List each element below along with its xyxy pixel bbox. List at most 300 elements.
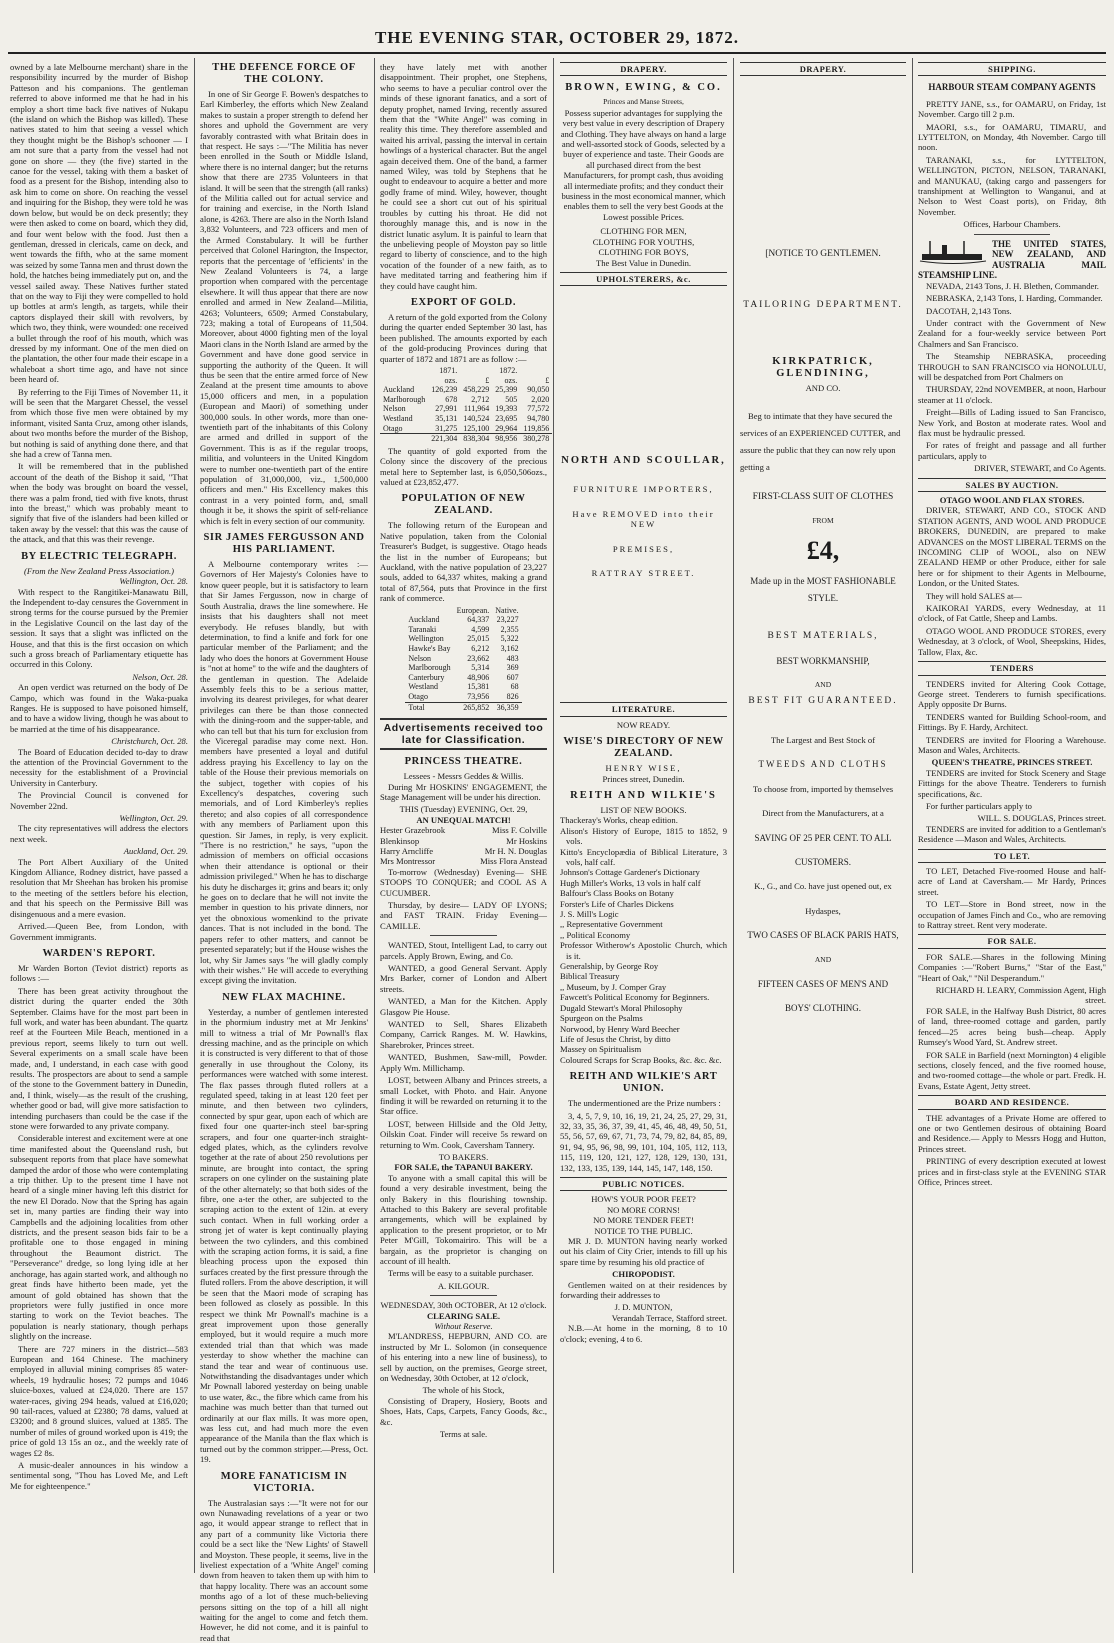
tender-notice: TENDERS invited for Altering Cook Cottage, George street. Tenderers to furnish specifications. Apply opposite Dr Burns. (918, 678, 1106, 710)
cast-list (380, 825, 547, 867)
ad-text: OTAGO WOOL AND PRODUCE STORES, every Wednesday, at 3 o'clock, of Wool, Sheepskins, Hides, Tallow, Flax, &c. (918, 625, 1106, 657)
column-divider (912, 58, 913, 1573)
table-cell (380, 376, 428, 386)
book-item: Balfour's Class Books on Botany (560, 888, 674, 899)
ad-text: DRIVER, STEWART, and Co Agents. (974, 463, 1106, 474)
ad-title: TO BAKERS. (438, 1151, 489, 1162)
book-item: Life of Jesus the Christ, by ditto (560, 1033, 671, 1044)
ad-title: QUEEN'S THEATRE, PRINCES STREET. (931, 757, 1093, 768)
table-cell: 23,662 (467, 653, 490, 663)
section-heading: NEW FLAX MACHINE. (222, 991, 346, 1003)
table-header (380, 366, 552, 376)
ad-text: To choose from, imported by themselves (752, 783, 894, 794)
telegram-text: The city representatives will address the electors next week. (10, 823, 188, 844)
classified-ad: WANTED, Stout, Intelligent Lad, to carry out parcels. Apply Brown, Ewing, and Co. (380, 940, 547, 961)
article-text: A Melbourne contemporary writes :— Governors of Her Majesty's Colonies have to know queer people, but it is satisfactory to learn that Sir James Fergusson, now in charge of South Australia, draws the line somewhere. He insists that his daughters shall not meet everybody. He refuses blandly, but with determination, to find a knife and fork for one particular member of the Parliament; and the lady who does the honors at Government House is "not at home" to the wife and the daughters of the gentleman in question. The Adelaide Assembly feels this to be a serious matter, involving its dearest privileges, for what dearer privileges can there be than those connected with the dining-room and the supper-table, and who can tell but that his turn for exclusion from the Viceregal paradise may come next. Hon. members have presented a loyal and dutiful address praying his Excellency to lay on the table of the House their previous memorials on the subject, together with copies of his Excellency's despatches, covering such memorials, and of Lord Kimberley's replies thereto; and also copies of all correspondence with any members of Parliament upon this question. Sir James, in reply, is very explicit. "There is no restriction," he says, "upon the admission of members on official occasions when their attendance is optional or their admission privileged." When he has to discharge his duty he discharges it; grins and bears it; only he goes on to declare that he will not invite the member in question to his private dinners, nor yet the obnoxious womenkind to the private dances. That is not included in the bond. The papers refer to other matters, and cannot be presented separately; but if the House wishes the lot, why Sir James says "he will gladly comply with their wishes." He will accede to everything except giving the invitation. (200, 559, 368, 986)
table-cell: 73,956 (467, 691, 490, 701)
column-1 (10, 62, 188, 1572)
telegram-text: The Board of Education decided to-day to draw the attention of the Provincial Government to the necessity for the establishment of a Provincial University in Canterbury. (10, 746, 188, 788)
ad-text: N.B.—At home in the morning, 8 to 10 o'clock; evening, 4 to 6. (560, 1323, 727, 1344)
divider (430, 935, 497, 936)
section-heading: EXPORT OF GOLD. (410, 296, 517, 308)
ad-title: REITH AND WILKIE'S (570, 789, 717, 801)
article-text: Considerable interest and excitement were at one time manifested about the Queensland rush, but subsequent reports from that place have somewhat damped the ardor of those who were contemplating a trip thither. Up to the present time I have not heard of a single miner having left this district for the new El Dorado. Now that the Spring has again set in, many parties are finding their way into Campbells and the adjoining localities from other districts, and the present season bids fair to be a profitable one to those engaged in mining throughout the Beaumont district. The "Perseverance" dredge, so long lying idle at her anchorage, has again started work, and although no great finds have hitherto been made, yet the amount of gold obtained has shown that the proprietors were fully justified in once more starting to work on the Teviot beaches. The population is nearly stationary, though perhaps slightly on the increase. (10, 1133, 188, 1342)
book-item: Forster's Life of Charles Dickens (560, 898, 674, 909)
ad-text: To-morrow (Wednesday) Evening— SHE STOOPS TO CONQUER; and COOL AS A CUCUMBER. (380, 866, 547, 898)
table-cell: 77,572 (527, 404, 550, 414)
shipping-notice: PRETTY JANE, s.s., for OAMARU, on Friday, 1st November. Cargo till 2 p.m. (918, 98, 1106, 120)
ad-text: Verandah Terrace, Stafford street. (611, 1312, 727, 1323)
table-cell: 369 (506, 663, 519, 673)
table-cell: 265,852 (454, 702, 493, 712)
ad-title: OTAGO WOOL AND FLAX STORES. (939, 495, 1085, 505)
ad-text: A. KILGOUR. (437, 1280, 490, 1291)
ad-text: [NOTICE TO GENTLEMEN. (765, 249, 881, 260)
table-cell: 27,991 (435, 404, 458, 414)
section-subheading: (From the New Zealand Press Association.) (23, 565, 175, 576)
ad-text: The whole of his Stock, (422, 1385, 505, 1396)
ad-text: STYLE. (807, 592, 839, 603)
table-cell: 221,304 (428, 434, 460, 444)
ad-text: M'LANDRESS, HEPBURN, AND CO. are instructed by Mr L. Solomon (in consequence of his entering into a new line of business), to sell by auction, on the premises, George street, on Wednesday, 30th October, at 12 o'clock, (380, 1331, 547, 1384)
table-cell: Marlborough (408, 663, 451, 673)
ad-text: The undermentioned are the Prize numbers : (568, 1098, 721, 1109)
table-row (405, 663, 521, 673)
ad-title: NORTH AND SCOULLAR, (561, 455, 726, 467)
table-row (405, 682, 521, 692)
dateline: Auckland, Oct. 29. (123, 846, 188, 857)
table-cell: 31,275 (435, 423, 458, 433)
ad-text: FIRST-CLASS SUIT OF CLOTHES (752, 491, 894, 502)
ad-text: TWO CASES OF BLACK PARIS HATS, (747, 930, 899, 941)
masthead-rule (8, 52, 1106, 54)
column-6 (918, 62, 1106, 1572)
table-cell: Westland (383, 413, 413, 423)
ad-text: NEVADA, 2143 Tons, J. H. Blethen, Commander. (926, 280, 1099, 291)
table-cell (520, 366, 552, 376)
section-header: FOR SALE. (918, 934, 1106, 948)
section-header: TO LET. (918, 849, 1106, 863)
table-cell: 111,964 (463, 404, 490, 414)
table-cell (405, 606, 453, 616)
classified-ad: WANTED, a good General Servant. Apply Mrs Barker, corner of London and Albert streets. (380, 963, 547, 994)
section-heading: BY ELECTRIC TELEGRAPH. (21, 550, 177, 562)
ad-text: Princes street, Dunedin. (602, 773, 685, 784)
table-cell: Wellington (408, 634, 444, 644)
table-cell: 35,131 (435, 413, 458, 423)
table-cell: 64,337 (467, 615, 490, 625)
ad-title: KIRKPATRICK, GLENDINING, (772, 356, 874, 380)
table-cell: 2,020 (531, 394, 550, 404)
divider (430, 1295, 497, 1296)
section-header: DRAPERY. (560, 62, 727, 76)
divider (974, 234, 1049, 235)
ad-text: Terms at sale. (439, 1429, 488, 1440)
table-cell: 25,399 (495, 385, 518, 395)
to-let-notice: TO LET—Store in Bond street, now in the occupation of James Finch and Co., who are removing to Rattray street. Rent very moderate. (918, 899, 1106, 931)
classified-ad: WANTED to Sell, Shares Elizabeth Company, Carrick Ranges. M. W. Hawkins, Sharebroker, Princes street. (380, 1019, 547, 1050)
table-cell: 23,695 (495, 413, 518, 423)
table-cell: Otago (408, 691, 428, 701)
ad-text: NO MORE CORNS! (606, 1204, 681, 1215)
for-sale-notice: FOR SALE.—Shares in the following Mining Companies :—"Robert Burns," "Star of the East," "Heart of Oak," "Nil Desperandum." (918, 951, 1106, 983)
section-heading: MORE FANATICISM IN VICTORIA. (220, 1470, 348, 1494)
column-3 (380, 62, 550, 1572)
cast-role: Hester Grazebrook (380, 825, 446, 836)
article-text: It will be remembered that in the published account of the death of the Bishop it said, "That when the body was brought on board the vessel, there was a palm frond, tied with five knots, thrust into the breast," which was probably meant to signify that five of the islanders had been killed or taken away by the vessel: that this was the cause of the attack, and that this was their revenge. (10, 461, 188, 545)
cast-row (380, 846, 547, 856)
section-heading: POPULATION OF NEW ZEALAND. (401, 493, 526, 517)
table-total-row (405, 702, 521, 712)
section-header: TENDERS (918, 661, 1106, 675)
book-item: Alison's History of Europe, 1815 to 1852, 9 vols. (560, 825, 727, 847)
classified-ad: WANTED, Bushmen, Saw-mill, Powder. Apply Wm. Millichamp. (380, 1052, 547, 1073)
ad-text: CLOTHING FOR BOYS, (598, 247, 689, 258)
ad-text: The Best Value in Dunedin. (595, 257, 692, 268)
table-cell: 3,162 (500, 643, 519, 653)
ad-text: BEST MATERIALS, (767, 631, 879, 642)
board-notice: THE advantages of a Private Home are offered to one or two Gentlemen desirous of obtaining Board and Residence.— Apply to Messrs Hogg and Hutton, Princes street. (918, 1112, 1106, 1154)
classified-ad: LOST, between Hillside and the Old Jetty, Oilskin Coat. Finder will receive 5s reward on returning to Wm. Cook, Caversham Tannery. (380, 1118, 547, 1150)
book-item: Professor Witherow's Apostolic Church, which is it. (560, 940, 727, 961)
book-item: Fawcett's Political Economy for Beginners. (560, 992, 710, 1003)
book-item: ,, Museum, by J. Comper Gray (560, 981, 667, 992)
ad-text: Terms will be easy to a suitable purchaser. (388, 1268, 534, 1279)
table-cell: 98,956 (492, 434, 520, 444)
ad-text: BEST WORKMANSHIP, (776, 655, 870, 666)
table-cell: Total (405, 702, 453, 712)
tender-notice: TENDERS are invited for addition to a Gentleman's Residence —Mason and Wales, Architects. (918, 823, 1106, 845)
ad-text: AND CO. (805, 383, 841, 394)
table-cell: 483 (506, 653, 519, 663)
section-header: LITERATURE. (560, 702, 727, 716)
ad-text: For rates of freight and passage and all further particulars, apply to (918, 440, 1106, 461)
cast-actor: Mr Hoskins (506, 835, 547, 846)
classified-ad: LOST, between Albany and Princes streets, a small Locket, with Photo. and Hair. Anyone finding it will be rewarded on returning it to the Star office. (380, 1075, 547, 1117)
ad-text: SAVING OF 25 PER CENT. TO ALL (754, 832, 892, 843)
table-cell: 29,964 (495, 423, 518, 433)
ad-text: 3, 4, 5, 7, 9, 10, 16, 19, 21, 24, 25, 27, 29, 31, 32, 33, 35, 36, 37, 39, 41, 45, 46, 48, 49, 50, 51, 55, 56, 57, 69, 67, 71, 73, 74, 79, 82, 84, 85, 89, 91, 94, 95, 96, 98, 99, 101, 104, 105, 112, 113, 115, 119, 120, 121, 127, 128, 129, 130, 131, 132, 133, 135, 139, 144, 145, 147, 148, 150. (560, 1110, 727, 1173)
ad-text: Made up in the MOST FASHIONABLE (750, 576, 896, 587)
dateline: Nelson, Oct. 28. (132, 671, 188, 682)
printing-notice: PRINTING of every description executed at lowest prices and in first-class style at the EVENING STAR Office, Princes street. (918, 1156, 1106, 1187)
table-cell: 5,314 (471, 663, 490, 673)
ad-title: THE UNITED STATES, NEW ZEALAND, AND AUSTRALIA MAIL STEAMSHIP LINE. (918, 238, 1106, 281)
table-cell: Auckland (408, 615, 440, 625)
table-cell (380, 434, 428, 444)
column-divider (194, 58, 195, 1573)
ad-text: To anyone with a small capital this will be found a very desirable investment, being the only Bakery in this flourishing township. Attached to this Bakery are several profitable arrangements, which will be explained by application to the present proprietor, or to Mr Peter M'Gill, Tokomairiro. This will be a bargain, as the proprietor is changing on account of ill health. (380, 1172, 547, 1266)
column-divider (733, 58, 734, 1573)
ad-text: THIS (Tuesday) EVENING, Oct. 29, (399, 804, 528, 815)
table-cell: 90,050 (527, 385, 550, 395)
table-row (380, 424, 552, 434)
for-sale-notice: FOR SALE, in the Halfway Bush District, 80 acres of land, three-roomed cottage and garden, partly fenced—25 acres being bush—cheap. Apply Rumsey's Wood Yard, St. Andrew street. (918, 1005, 1106, 1048)
section-heading: THE DEFENCE FORCE OF THE COLONY. (212, 62, 356, 85)
late-ads-heading: Advertisements received too late for Classification. (380, 718, 547, 750)
article-text: Yesterday, a number of gentlemen interested in the phormium industry met at Mr Jenkins' mill to witness a trial of Mr Pownall's flax dressing machine, and as the principle on which it is constructed is very different to that of those generally in use throughout the Colony, its performances were watched with some interest. The flax passes through fluted rollers at a regulated speed, taking in at least 120 feet per minute, and then between two cylinders, connected by spur gear, upon each of which are fixed four one quarter-inch steel bar-spring scrapers, and four one quarter-inch straight-edged plates, which, as the cylinders revolve together at the rate of about 250 revolutions per minute, are brought into contact, the spring scrapers on one cylinder on the sustaining plate of the other alternately; so that both sides of the fibre, one a-ter the other, are subjected to the scraping action to the extent of 12in. at every such contact. When in full working order a strong jet of water is kept continually playing between the two cylinders, and this combined with the scraping action forms, it is said, a fine bleaching process upon the exposed thin surfaces created by the first pressure through the fluted rollers. From the above description, it will be seen that the Maori mode of scraping has been followed as closely as possible. In this respect we think Mr Pownall's machine is a great improvement upon those generally employed, but it would require a much more extended trial than that which was made yesterday to show whether the machine can stand the tear and wear of continuous use. Notwithstanding the disadvantages under which Mr Pownall labored yesterday on being unable to use water, &c., the fibre which came from his machine was much better than that turned out ordinarily at our flax mills. It was more open, was less cut, and had much more the even appearance of the Manila than the flax which is turned out by the common stripper.—Press, Oct. 19. (200, 1006, 368, 1465)
price: £4, (806, 536, 840, 566)
table-cell: Taranaki (408, 624, 437, 634)
cast-row (380, 856, 547, 866)
book-list (560, 815, 727, 1065)
cast-row (380, 836, 547, 846)
table-header (380, 376, 552, 386)
ad-title: REITH AND WILKIE'S ART UNION. (569, 1071, 718, 1095)
ad-text: Offices, Harbour Chambers. (963, 219, 1061, 230)
table-row (405, 673, 521, 683)
dateline: Wellington, Oct. 28. (119, 576, 188, 587)
ad-text: RATTRAY STREET. (591, 567, 696, 578)
ad-text: AND (814, 954, 832, 964)
section-header: SHIPPING. (918, 62, 1106, 76)
table-cell: 119,856 (523, 423, 550, 433)
table-cell: 19,393 (495, 404, 518, 414)
dateline: Wellington, Oct. 29. (119, 813, 188, 824)
table-total-row (380, 434, 552, 444)
gold-export-table (380, 366, 552, 444)
table-row (405, 654, 521, 664)
telegram-text: With respect to the Rangitikei-Manawatu Bill, the Independent to-day censures the Government in strong terms for the course pursued by the Premier in the Legislative Council on the last day of the session. It says that a slight was inflicted on the House, and that this is the first occasion on which such a gross breach of Parliamentary etiquette has occurred in this Colony. (10, 586, 188, 670)
table-cell: 125,100 (463, 423, 490, 433)
table-row (380, 395, 552, 405)
ad-text: WILL. S. DOUGLAS, Princes street. (977, 813, 1106, 824)
book-item: Johnson's Cottage Gardener's Dictionary (560, 867, 700, 878)
table-cell: 68 (510, 682, 519, 692)
ad-title: PRINCESS THEATRE. (404, 756, 523, 768)
ad-text: DRIVER, STEWART, AND CO., STOCK AND STATION AGENTS, AND WOOL AND PRODUCE BROKERS, DUNEDIN, are prepared to make ADVANCES on the MOST LIBERAL TERMS on the INCOMING CLIP of WOOL, also on NEW ZEALAND HEMP or other Produce, either for sale here or for shipment to their Agents in Melbourne, London, or the United States. (918, 505, 1106, 589)
book-item: Dugald Stewart's Moral Philosophy (560, 1002, 683, 1013)
ad-text: Lessees - Messrs Geddes & Willis. (403, 771, 524, 782)
ad-title: TAILORING DEPARTMENT. (743, 299, 903, 310)
table-cell: 6,212 (471, 643, 490, 653)
cast-role: Mrs Montressor (380, 856, 436, 867)
table-row (380, 414, 552, 424)
book-item: Thackeray's Works, cheap edition. (560, 815, 678, 826)
ad-text: Possess superior advantages for supplying the very best value in every description of Drapery and Clothing. They have always on hand a large and well-assorted stock of Goods, selected by a buyer of experience and taste. Their Goods are all purchased direct from the best Manufacturers, for prompt cash, thus avoiding all intermediate profits; and they conduct their business in the most economical manner, which enables them to sell the very best Goods at the Lowest possible Prices. (560, 107, 727, 222)
ad-text: J. D. MUNTON, (614, 1302, 673, 1313)
article-text: The Australasian says :—"It were not for our own Nunawading revelations of a year or two ago, it would appear strange to reflect that in any part of a community like Victoria there could be a sect like the 'New Lights' of Stawell and Moyston. These people, it seems, live in the liveliest expectation of a 'White Angel' coming down from heaven to taken them up with him to that happy locality. There was an account some months ago of a lot of these much-believing persons sitting on the top of a hill all night waiting for the angel to come and fetch them. However, he did not come, and it is painful to read that (200, 1497, 368, 1643)
ad-text: THURSDAY, 22nd NOVEMBER, at noon, Harbour steamer at 11 o'clock. (918, 384, 1106, 405)
table-row (405, 692, 521, 702)
ad-text: LIST OF NEW BOOKS. (600, 804, 687, 815)
ad-text: PREMISES, (612, 543, 675, 554)
book-item: Biblical Treasury (560, 971, 620, 982)
book-item: Coloured Scraps for Scrap Books, &c. &c. &c. (560, 1054, 722, 1065)
table-row (380, 404, 552, 414)
cast-row (380, 825, 547, 835)
ad-title: WISE'S DIRECTORY OF NEW ZEALAND. (563, 736, 724, 760)
article-text: There has been great activity throughout the district during the quarter ended the 30th September. Claims have for the most part been in full work, and water has been abundant. The quartz reef at the Fourteen Mile Beach, mentioned in a previous report, seems likely to turn out well. Several experiments on a small scale have been made, and, I understand, in each case with good results. The prospectors are about to send a sample of the stone to the Government battery in Dunedin, and, I think, wisely—as the result of the crushing, whether good or bad, will give more satisfaction to intending purchasers than could be the case if the stone were forwarded to any private company. (10, 985, 188, 1131)
ad-text: The Steamship NEBRASKA, proceeding THROUGH to SAN FRANCISCO via HONOLULU, will be despatched from Port Chalmers on (918, 351, 1106, 382)
table-header (405, 606, 521, 616)
book-item: ,, Representative Government (560, 919, 663, 930)
article-text: they have lately met with another disappointment. Their prophet, one Stephens, who seems to have a peculiar control over the minds of these ignorant fanatics, and a sort of deputy prophet, named Irving, recently assured them that the "White Angel" was coming in reality this time. They therefore assembled and waited his arrival, passing the interval in certain howlings of a hysterical character. But the angel again deceived them. One of the band, a farmer named Wiley, was told by Stephens that he ought to endeavour to acquire a better and more godly frame of mind. Wiley, however, thought he could see a short cut out of his spiritual troubles by cutting his throat. He did not thoroughly manage this, and is now in the district lunatic asylum. It is painful to learn that the unbelieving people of Moyston pay so little regard to liberty of conscience, and to the high vocation of the founder of a new faith, as to have meditated tarring and feathering him if they could have caught him. (380, 62, 547, 291)
ad-text: NOW READY. (616, 719, 671, 730)
table-cell: Otago (383, 423, 403, 433)
book-item: Generalship, by George Roy (560, 961, 659, 972)
table-cell: 458,229 (463, 385, 490, 395)
ad-text: CUSTOMERS. (794, 856, 852, 867)
table-cell: 678 (445, 394, 458, 404)
section-header: SALES BY AUCTION. (918, 478, 1106, 492)
table-cell: 48,906 (467, 672, 490, 682)
column-4 (560, 62, 727, 1572)
table-cell: Westland (408, 682, 438, 692)
table-cell: ozs. (444, 375, 458, 385)
ad-text: FURNITURE IMPORTERS, (573, 484, 714, 495)
table-row (380, 385, 552, 395)
table-cell: 838,304 (460, 434, 492, 444)
ad-text: FIFTEEN CASES OF MEN'S AND (757, 978, 889, 989)
table-cell: 505 (505, 394, 518, 404)
book-item: ,, Political Economy (560, 929, 631, 940)
article-text: The following return of the European and Native population, taken from the Colonial Treasurer's Budget, is suggestive. Otago heads the list in the number of Europeans; but Auckland, with the native population of 23,227 souls, added to 64,337 whites, making a grand total of 87,564, puts that Province in the first rank of commerce. (380, 520, 547, 604)
book-item: Massey on Spiritualism (560, 1044, 642, 1055)
ad-text: CLOTHING FOR MEN, (600, 226, 687, 237)
section-header: DRAPERY. (740, 62, 906, 76)
ad-text: AND (814, 680, 832, 690)
ad-text: BEST FIT GUARANTEED. (748, 696, 898, 707)
ad-text: Without Reserve. (434, 1321, 493, 1332)
table-cell: 607 (506, 672, 519, 682)
table-cell: European. (456, 605, 490, 615)
telegram-text: An open verdict was returned on the body of De Campo, which was found in the Waka-puaka Ranges. He is supposed to have poisoned himself, and to have a widow living, though he was about to be married at the time of his disappearance. (10, 682, 188, 734)
article-text: Mr Warden Borton (Teviot district) reports as follows :— (10, 962, 188, 984)
table-cell: 94,780 (527, 413, 550, 423)
tender-notice: TENDERS are invited for Stock Scenery and Stage Fittings for the above Theatre. Tenderers to furnish specifications, &c. (918, 767, 1106, 799)
article-text: A return of the gold exported from the Colony during the quarter ended September 30 last, has been published. The amounts exported by each of the gold-producing Provinces during that quarter of 1872 and 1871 are as follow :— (380, 311, 547, 364)
table-cell: 1871. (439, 365, 458, 375)
tender-notice: TENDERS wanted for Building School-room, and Fittings. By F. Hardy, Architect. (918, 711, 1106, 733)
table-row (405, 634, 521, 644)
ad-text: DACOTAH, 2,143 Tons. (926, 305, 1012, 316)
column-5 (740, 62, 906, 1572)
table-cell: 23,227 (496, 615, 519, 625)
telegram-text: The Provincial Council is convened for November 22nd. (10, 790, 188, 811)
column-divider (553, 58, 554, 1573)
tender-notice: TENDERS are invited for Flooring a Warehouse. Mason and Wales, Architects. (918, 734, 1106, 755)
ad-text: HOW'S YOUR POOR FEET? (591, 1194, 696, 1205)
table-cell: 1872. (499, 365, 518, 375)
table-cell: 140,524 (463, 413, 490, 423)
table-row (405, 615, 521, 625)
cast-role: Harry Arncliffe (380, 845, 434, 856)
section-heading: SIR JAMES FERGUSSON AND HIS PARLIAMENT. (203, 532, 365, 556)
shipping-notice: MAORI, s.s., for OAMARU, TIMARU, and LYTTELTON, on Monday, 4th November. Cargo till noon. (918, 121, 1106, 153)
book-item: Kitto's Encyclopædia of Biblical Literature, 3 vols, half calf. (560, 846, 727, 867)
ad-text: Gentlemen waited on at their residences by forwarding their addresses to (560, 1279, 727, 1301)
cast-actor: Mr H. N. Douglas (484, 845, 547, 856)
table-cell: 4,599 (471, 624, 490, 634)
ad-text: Thursday, by desire— LADY OF LYONS; and FAST TRAIN. Friday Evening—CAMILLE. (380, 900, 547, 931)
dateline: Christchurch, Oct. 28. (111, 736, 188, 747)
classified-ad: WANTED, a Man for the Kitchen. Apply Glasgow Pie House. (380, 996, 547, 1017)
article-text: By referring to the Fiji Times of November 11, it will be seen that the Margaret Chessel, the vessel from which those five men were obtained by my informant, visited Santa Cruz, among other islands, about two months before the murder of the Bishop, but nothing is said of anything done there, and that she had a crew of Tanna men. (10, 386, 188, 460)
ad-text: Have REMOVED into their NEW (572, 508, 715, 530)
shipping-notice: TARANAKI, s.s., for LYTTELTON, WELLINGTON, PICTON, NELSON, TARANAKI, and MANUKAU, (taking cargo and passengers for transhipment at Wellington to Wanganui, and at Nelson to West Coast ports), on Friday, 8th November. (918, 154, 1106, 217)
section-header: BOARD AND RESIDENCE. (918, 1095, 1106, 1109)
ad-text: WEDNESDAY, 30th OCTOBER, At 12 o'clock. (380, 1300, 547, 1311)
table-cell: £ (485, 375, 490, 385)
cast-role: Blenkinsop (380, 835, 420, 846)
column-divider (374, 58, 375, 1573)
table-cell: Auckland (383, 385, 415, 395)
telegram-text: Arrived.—Queen Bee, from London, with Government immigrants. (10, 921, 188, 942)
ad-text: FOR SALE, the TAPANUI BAKERY. (394, 1162, 533, 1173)
population-table (405, 606, 521, 713)
cast-actor: Miss Flora Anstead (480, 856, 547, 867)
table-cell: Hawke's Bay (408, 643, 451, 653)
article-text: A music-dealer announces in his window a sentimental song, "Thou has Loved Me, and Left Me for eighteenpence." (10, 1460, 188, 1491)
ad-text: Princes and Manse Streets, (603, 97, 684, 107)
table-cell: 380,278 (520, 434, 552, 444)
ad-title: BROWN, EWING, & CO. (565, 82, 722, 94)
book-item: Hugh Miller's Works, 13 vols in half calf (560, 877, 701, 888)
article-text: In one of Sir George F. Bowen's despatches to Earl Kimberley, the efforts which New Zealand makes to sustain a proper strength to defend her shores and uphold the Government are very favorably contrasted with what Britain does in that respect. He says :—"The Militia has never been enrolled in the South or Middle Island, where there is no internal danger; but the returns show that there are 2735 Volunteers in that island. It will be seen that the strength (all ranks) of the Militia called out for actual service and for training and exercise, in the North Island alone, is 4263. There are also in the North Island 3,832 Volunteers, and 723 officers and men of the Armed Constabulary. It will be further perceived that Colonel Harington, the Inspector, reports that the percentage of 'efficients' in the New Zealand Volunteers is 74, a large proportion when compared with the percentage elsewhere. It will thus appear that there are now enrolled and armed in New Zealand—Militia, 4263; Volunteers, 6509; Armed Constabulary, 723; making a total of Europeans of 11,504. Moreover, about 4000 fighting men of the loyal Maori clans in the North Island are armed by the Government and have done good service in supporting the authority of the Queen. It will thus be seen that the entire armed force of New Zealand at the present time amounts to above 15,000 officers and men, in a population (European and Maori) of something under 300,000 souls. In other words, more than one-twentieth part of the inhabitants of this Colony are armed and drilled in support of the Government. This is as if the regular troops, militia, and volunteers in the United Kingdom were to number one-twentieth part of the entire population of 31,000,000, viz., 1,500,000 officers and men." His Excellency makes this contrast in a very pointed form, and, small though it be, it shows the spirit of self-reliance which is felt in every section of our community. (200, 89, 369, 526)
ad-text: NO MORE TENDER FEET! (593, 1215, 694, 1226)
article-text: The quantity of gold exported from the Colony since the discovery of the precious metal here to September last, is 6,050,506ozs., valued at £23,852,477. (380, 445, 547, 487)
book-item: Spurgeon on the Psalms (560, 1013, 643, 1024)
ad-text: CLOTHING FOR YOUTHS, (592, 236, 695, 247)
table-cell: Native. (495, 605, 519, 615)
ad-text: Freight—Bills of Lading issued to San Francisco, New York, and Boston at moderate rates. Wool and flax must be hydraulic pressed. (918, 407, 1106, 438)
ad-text: During Mr HOSKINS' ENGAGEMENT, the Stage Management will be under his direction. (380, 781, 547, 802)
article-text: There are 727 miners in the district—583 European and 164 Chinese. The machinery employed in alluvial mining comprises 85 water-wheels, 19 hydraulic hoses; 72 pumps and 1046 sluice-boxes, valued at £24,020. There are 157 water-races, giving 294 heads, valued at £16,020; 90 tail-races, valued at £2380; 78 dams, valued at £3200; and 8 ground sluices, valued at 1385. The number of miles of ground worked upon is 419; the price of gold 13 15s an oz., and the weekly rate of wages £2 8s. (10, 1343, 188, 1458)
table-cell: 25,015 (467, 634, 490, 644)
ad-text: K., G., and Co. have just opened out, ex (754, 881, 892, 892)
table-cell: Canterbury (408, 672, 445, 682)
table-cell (460, 366, 492, 376)
section-header: UPHOLSTERERS, &c. (560, 272, 727, 286)
table-cell: Nelson (408, 653, 432, 663)
table-cell: 15,381 (467, 682, 490, 692)
book-item: Norwood, by Henry Ward Beecher (560, 1023, 680, 1034)
table-cell: 2,355 (500, 624, 519, 634)
ad-text: CHIROPODIST. (612, 1269, 675, 1280)
column-2 (200, 62, 369, 1643)
cast-actor: Miss F. Colville (492, 825, 547, 836)
ad-text: They will hold SALES at— (926, 590, 1022, 601)
article-text: owned by a late Melbourne merchant) share in the responsibility incurred by the murder of Bishop Patteson and his companions. The gentleman referred to above informed me that he had in his employ a short time back five natives of Nukapu (the island on which the Bishop was killed). These natives stated to him that seeing a vessel which they thought might be the Bishop's schooner — I am not sure that a party from the vessel had not gone on shore — they (the five) started in the canoe for the vessel, taking with them a basket of food as a present for the Bishop, intending also to ask him to come on shore. On reaching the vessel and inquiring for the Bishop, they were told he was down below, but would be on deck presently; they were then asked to come on board, which they did, and four went below with the food. Just then a gentleman, dressed in clericals, came on deck, and went towards the fifth, who at the same moment was seized by some Tanna men and thrust down the hold, the hatches being immediately put on, and the vessel sailed away. These Natives further stated that on the way to Fiji they were compelled to hold up bottles at arm's length, as targets, while their captors displayed their skill with revolvers, by which two, they think, were wounded: one received a bullet through the roof of his mouth, which was dressed by my informant. One of the men died on the plantation, the other four made their escape in a whaleboat a short time ago, and have not since been heard of. (10, 62, 188, 385)
table-cell: 5,322 (500, 634, 519, 644)
ad-text: Consisting of Drapery, Hosiery, Boots and Shoes, Hats, Caps, Carpets, Fancy Goods, &c., &c. (380, 1395, 547, 1427)
ad-text: FROM (812, 516, 834, 526)
table-cell: £ (545, 375, 550, 385)
book-item: J. S. Mill's Logic (560, 909, 619, 920)
masthead: THE EVENING STAR, OCTOBER 29, 1872. (374, 28, 740, 47)
ad-text: KAIKORAI YARDS, every Wednesday, at 11 o'clock, of Fat Cattle, Sheep and Lambs. (918, 603, 1106, 624)
table-row (405, 644, 521, 654)
telegram-text: The Port Albert Auxiliary of the United Kingdom Alliance, Rodney district, have passed a resolution that Mr Sheehan has broken his promise to the meeting of the settlers before his election, and that his speech on the Permissive Bill was disingenuous and a mere evasion. (10, 856, 188, 919)
ad-text: TWEEDS AND CLOTHS (758, 759, 888, 770)
ad-text: RICHARD H. LEARY, Commission Agent, High street. (935, 985, 1106, 1006)
section-heading: WARDEN'S REPORT. (42, 947, 156, 959)
ad-title: HARBOUR STEAM COMPANY AGENTS (928, 82, 1096, 93)
table-cell: 36,359 (492, 702, 521, 712)
table-cell: 2,712 (471, 394, 490, 404)
ad-text: Under contract with the Government of New Zealand for a four-weekly service between Port Chalmers and San Francisco. (918, 317, 1106, 349)
to-let-notice: TO LET, Detached Five-roomed House and half-acre of Land at Caversham.— Mr Hardy, Princes street. (918, 866, 1106, 897)
table-cell: Marlborough (383, 394, 426, 404)
table-cell: ozs. (504, 375, 518, 385)
ad-text: NOTICE TO THE PUBLIC. (594, 1225, 693, 1236)
ad-text: BOYS' CLOTHING. (784, 1003, 862, 1014)
table-row (405, 625, 521, 635)
ad-text: MR J. D. MUNTON having nearly worked out his claim of City Crier, intends to fill up his spare time by resuming his old practice of (560, 1236, 727, 1267)
ad-text: NEBRASKA, 2,143 Tons, I. Harding, Commander. (926, 293, 1103, 304)
ad-text: The Largest and Best Stock of (770, 734, 876, 745)
